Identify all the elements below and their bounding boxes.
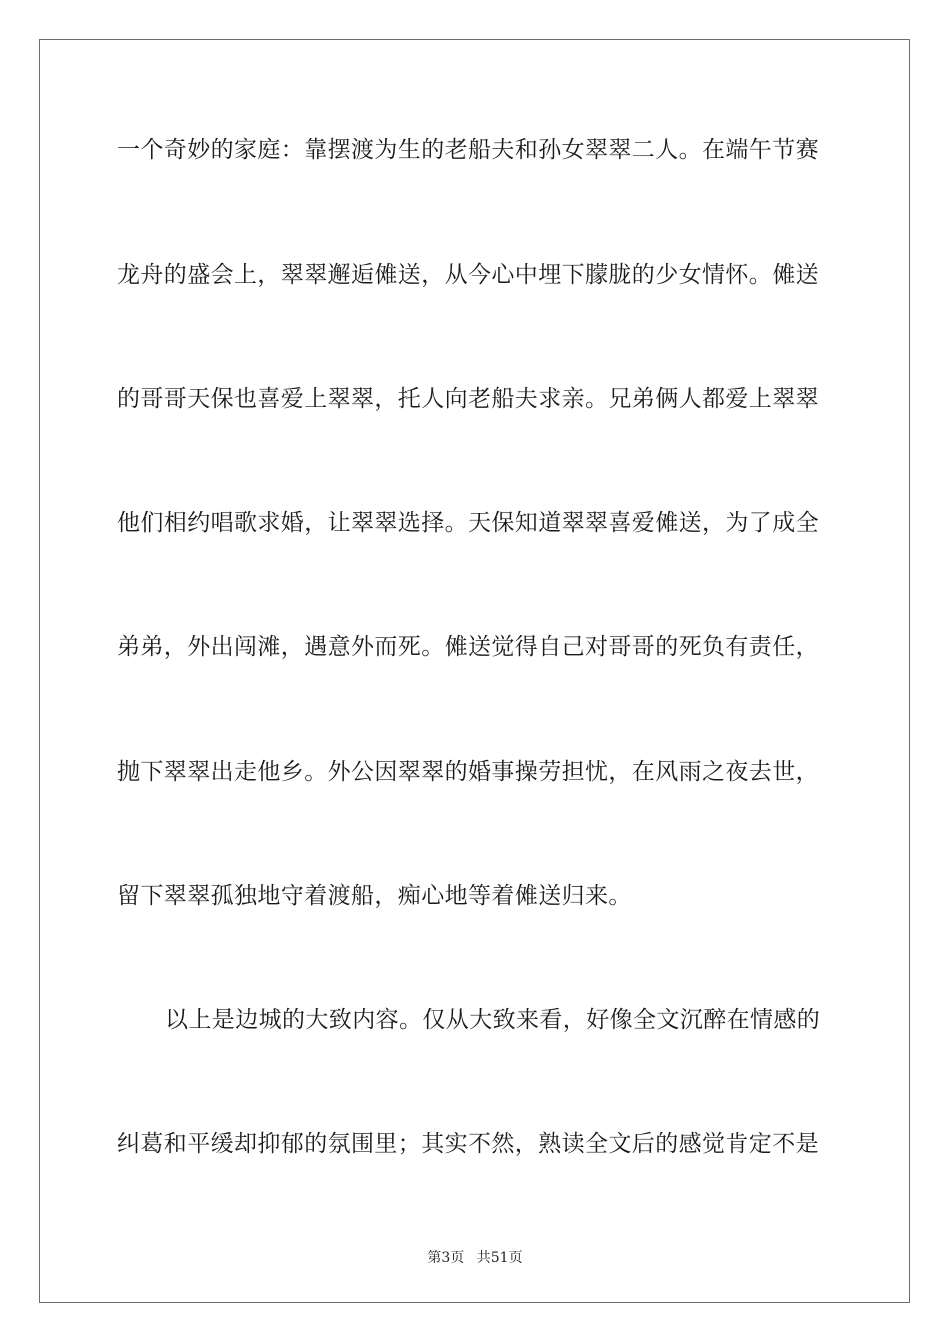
text-line: 留下翠翠孤独地守着渡船，痴心地等着傩送归来。	[117, 883, 632, 909]
page-number: 第3页	[427, 1250, 465, 1266]
text-line: 抛下翠翠出走他乡。外公因翠翠的婚事操劳担忧，在风雨之夜去世，	[117, 759, 819, 785]
text-line-paragraph-start: 以上是边城的大致内容。仅从大致来看，好像全文沉醉在情感的	[165, 1007, 821, 1033]
total-pages: 共51页	[476, 1250, 523, 1266]
text-line: 一个奇妙的家庭：靠摆渡为生的老船夫和孙女翠翠二人。在端午节赛	[117, 137, 819, 163]
page-border	[39, 39, 910, 1303]
text-line: 纠葛和平缓却抑郁的氛围里；其实不然，熟读全文后的感觉肯定不是	[117, 1131, 819, 1157]
text-line: 龙舟的盛会上，翠翠邂逅傩送，从今心中埋下朦胧的少女情怀。傩送	[117, 262, 819, 288]
text-line: 他们相约唱歌求婚，让翠翠选择。天保知道翠翠喜爱傩送，为了成全	[117, 510, 819, 536]
text-line: 的哥哥天保也喜爱上翠翠，托人向老船夫求亲。兄弟俩人都爱上翠翠	[117, 386, 819, 412]
text-line: 弟弟，外出闯滩，遇意外而死。傩送觉得自己对哥哥的死负有责任，	[117, 634, 819, 660]
page-footer	[0, 1248, 950, 1268]
